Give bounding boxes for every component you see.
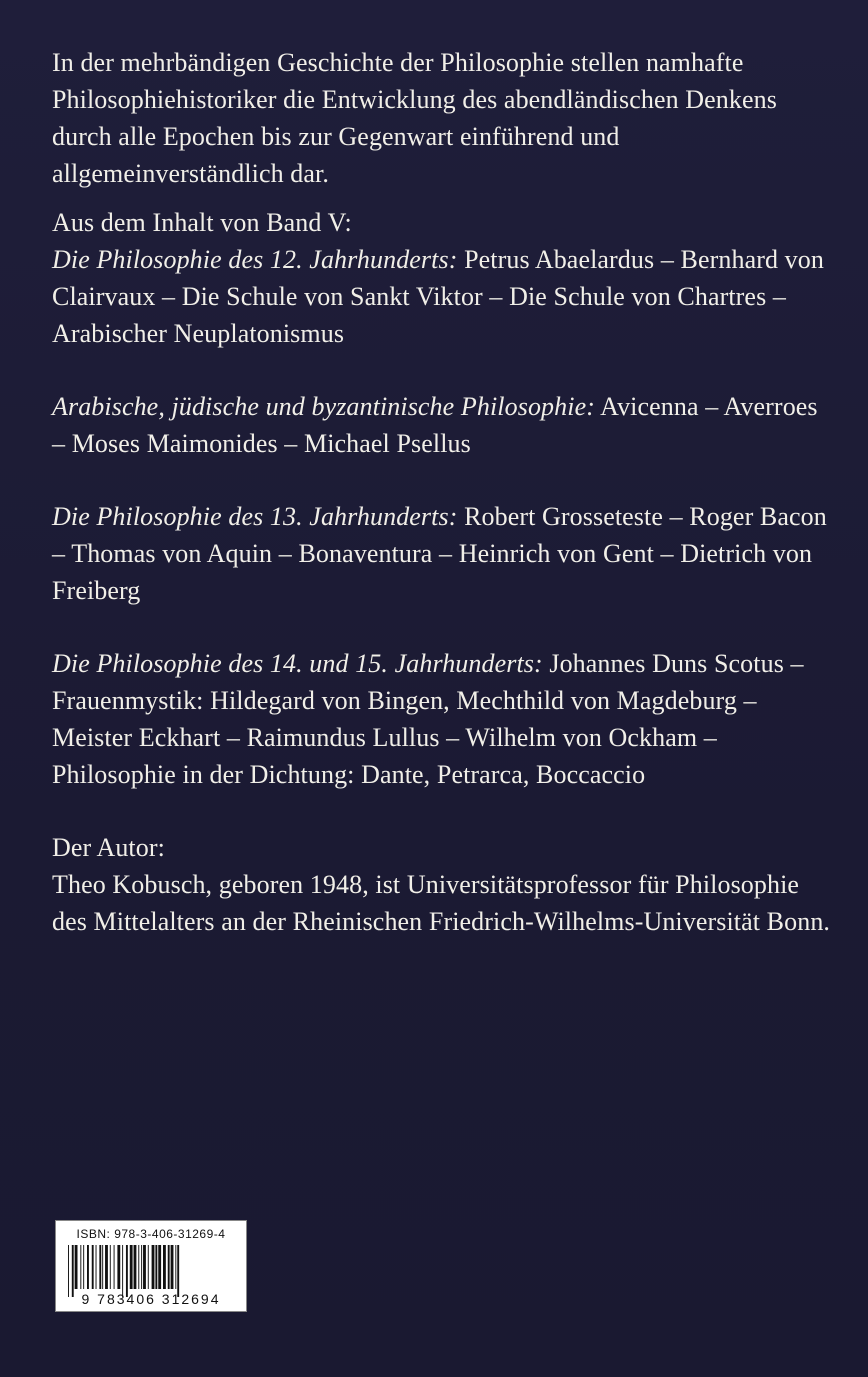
barcode-bar [148, 1245, 149, 1289]
barcode-bar [177, 1245, 179, 1297]
section-arabic-jewish-byzantine [52, 388, 832, 462]
barcode-bar [117, 1245, 120, 1289]
section-12th-century [52, 241, 832, 352]
barcode-bar [158, 1245, 161, 1289]
barcode-bar [96, 1245, 97, 1289]
barcode-bar [163, 1245, 166, 1289]
barcode-bar [87, 1245, 89, 1289]
barcode-bar [114, 1245, 115, 1289]
author-heading: Der Autor: [52, 833, 165, 862]
barcode-bar [130, 1245, 133, 1289]
barcode-bar [80, 1245, 81, 1289]
cover-text [52, 44, 832, 940]
barcode-bar [75, 1245, 78, 1289]
barcode-bar [168, 1245, 170, 1289]
barcode-bar [99, 1245, 101, 1289]
barcode-bar [152, 1245, 155, 1289]
barcode-bar [143, 1245, 146, 1289]
barcode-bar [92, 1245, 94, 1289]
barcode-bar [155, 1245, 157, 1289]
barcode-bar [83, 1245, 84, 1289]
barcode-bar [134, 1245, 137, 1289]
barcode-bar [141, 1245, 142, 1289]
section-text: Johannes Duns Scotus – Frauenmystik: Hildegard von Bingen, Mechthild von Magdeburg – Meister Eckhart – Raimundus Lullus – Wilhelm von Ockham – Philosophie in der Dichtung: Dante, Petrarca, Boccaccio [52, 649, 804, 789]
section-text: Avicenna – Averroes – Moses Maimonides – Michael Psellus [52, 392, 818, 458]
barcode-bar [72, 1245, 74, 1297]
section-14th-15th-century [52, 645, 832, 793]
section-13th-century [52, 498, 832, 609]
isbn-barcode [55, 1220, 247, 1312]
section-title: Arabische, jüdische und byzantinische Philosophie: [52, 392, 595, 421]
barcode-bar [175, 1245, 176, 1289]
barcode-bar [122, 1245, 123, 1297]
barcode-bar [126, 1245, 128, 1297]
section-text: Robert Grosseteste – Roger Bacon – Thomas von Aquin – Bonaventura – Heinrich von Gent – Dietrich von Freiberg [52, 502, 827, 605]
ean-digits: 9 783406 312694 [81, 1291, 221, 1307]
blurb-paragraph: In der mehrbändigen Geschichte der Philosophie stellen namhafte Philosophiehistoriker die Entwicklung des abendländischen Denkens durch alle Epochen bis zur Gegenwart einführend und allgemeinverständlich dar. [52, 48, 777, 188]
barcode-bar [171, 1245, 174, 1289]
section-title: Die Philosophie des 13. Jahrhunderts: [52, 502, 458, 531]
barcode-bar [105, 1245, 108, 1289]
barcode-bar [110, 1245, 111, 1289]
barcode-bar [102, 1245, 103, 1289]
barcode-bar [68, 1245, 69, 1297]
contents-heading: Aus dem Inhalt von Band V: [52, 208, 352, 237]
author-bio: Theo Kobusch, geboren 1948, ist Universitätsprofessor für Philosophie des Mittelalters an der Rheinischen Friedrich-Wilhelms-Universität Bonn. [52, 870, 831, 936]
section-title: Die Philosophie des 14. und 15. Jahrhunderts: [52, 649, 543, 678]
isbn-label: ISBN: 978-3-406-31269-4 [76, 1227, 226, 1241]
section-text: Petrus Abaelardus – Bernhard von Clairvaux – Die Schule von Sankt Viktor – Die Schule von Chartres – Arabischer Neuplatonismus [52, 245, 824, 348]
section-title: Die Philosophie des 12. Jahrhunderts: [52, 245, 458, 274]
barcode-bar [138, 1245, 139, 1289]
barcode-bars [66, 1245, 236, 1297]
